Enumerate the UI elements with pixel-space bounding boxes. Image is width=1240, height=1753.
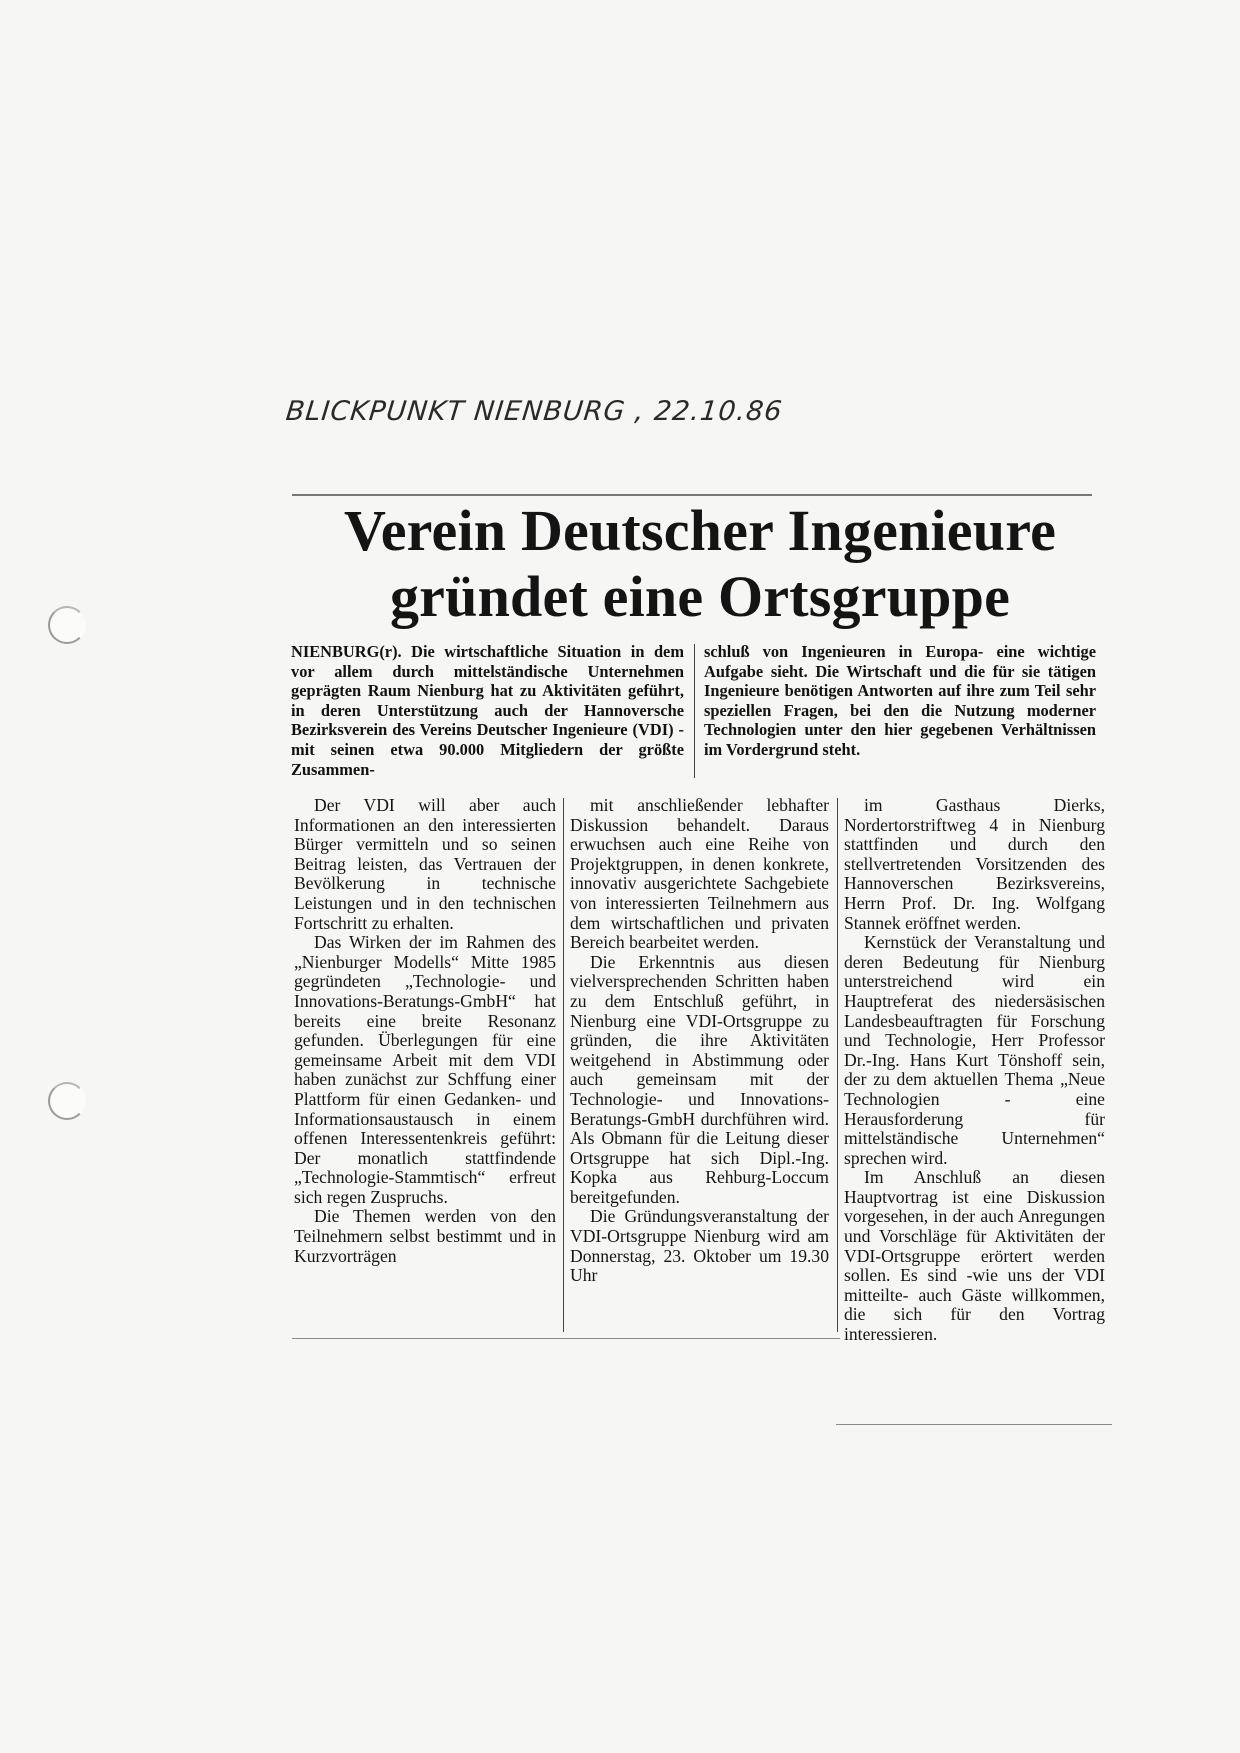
column-1-paragraph: Die Themen werden von den Teilnehmern selbst bestimmt und in Kurzvorträgen <box>294 1206 556 1266</box>
column-2-paragraph: mit anschließender lebhafter Diskussion behandelt. Daraus erwuchsen auch eine Reihe von Projektgruppen, in denen konkrete, innovativ ausgerichtete Sachgebiete von interessierten Teilnehmern aus dem wirtschaftlichen und privaten Bereich bearbeitet werden. <box>570 795 829 953</box>
lead-column-divider <box>694 644 695 778</box>
clipping-bottom-edge-right <box>836 1424 1112 1425</box>
clipping-top-rule <box>292 494 1092 496</box>
headline-line-1: Verein Deutscher Ingenieure <box>343 498 1057 563</box>
punch-hole-upper <box>48 606 86 644</box>
column-2-paragraph: Die Erkenntnis aus diesen vielversprechenden Schritten haben zu dem Entschluß geführt, in Nienburg eine VDI-Ortsgruppe zu gründen, die ihre Aktivitäten weitgehend in Abstimmung oder auch gemeinsam mit der Technologie- und Innovations-Beratungs-GmbH durchführen wird. Als Obmann für die Leitung dieser Ortsgruppe hat sich Dipl.-Ing. Kopka aus Rehburg-Loccum bereitgefunden. <box>570 951 829 1207</box>
lead-paragraph-right: schluß von Ingenieuren in Europa- eine wichtige Aufgabe sieht. Die Wirtschaft und die für sie tätigen Ingenieure benötigen Antworten auf ihre zum Teil sehr speziellen Fragen, bei den die Nutzung moderner Technologien unter den hier gegebenen Verhältnissen im Vordergrund steht. <box>704 642 1096 759</box>
column-3-paragraph: Kernstück der Veranstaltung und deren Bedeutung für Nienburg unterstreichend wird ein Hauptreferat des niedersäsischen Landesbeauftragten für Forschung und Technologie, Herr Professor Dr.-Ing. Hans Kurt Tönshoff sein, der zu dem aktuellen Thema „Neue Technologien - eine Herausforderung für mittelständische Unternehmen“ sprechen wird. <box>844 932 1105 1168</box>
column-2-paragraph: Die Gründungsveranstaltung der VDI-Ortsgruppe Nienburg wird am Donnerstag, 23. Oktober um 19.30 Uhr <box>570 1206 829 1286</box>
punch-hole-lower <box>48 1082 86 1120</box>
column-1-paragraph: Das Wirken der im Rahmen des „Nienburger Modells“ Mitte 1985 gegründeten „Technologie- und Innovations-Beratungs-GmbH“ hat bereits eine breite Resonanz gefunden. Überlegungen für eine gemeinsame Arbeit mit dem VDI haben zunächst zur Schffung einer Plattform für einen Gedanken- und Informationsaustausch in einem offenen Interessentenkreis geführt: Der monatlich stattfindende „Technologie-Stammtisch“ erfreut sich regen Zuspruchs. <box>294 932 556 1207</box>
handwritten-source-note: BLICKPUNKT NIENBURG , 22.10.86 <box>284 396 785 427</box>
column-divider-2 <box>837 798 838 1332</box>
column-3-paragraph: im Gasthaus Dierks, Nordertorstriftweg 4 in Nienburg stattfinden und durch den stellvertretenden Vorsitzenden des Hannoverschen Bezirksvereins, Herrn Prof. Dr. Ing. Wolfgang Stannek eröffnet werden. <box>844 795 1105 933</box>
headline <box>290 498 1110 630</box>
clipping-bottom-edge-left <box>292 1338 840 1339</box>
article-column-1 <box>294 796 556 1266</box>
lead-paragraph-left: NIENBURG(r). Die wirtschaftliche Situation in dem vor allem durch mittelständische Unternehmen geprägten Raum Nienburg hat zu Aktivitäten geführt, in deren Unterstützung auch der Hannoversche Bezirksverein des Vereins Deutscher Ingenieure (VDI) -mit seinen etwa 90.000 Mitgliedern der größte Zusammen- <box>291 642 684 779</box>
column-1-paragraph: Der VDI will aber auch Informationen an den interessierten Bürger vermitteln und so seinen Beitrag leisten, das Vertrauen der Bevölkerung in technische Leistungen und in den technischen Fortschritt zu erhalten. <box>294 795 556 933</box>
headline-line-2: gründet eine Ortsgruppe <box>389 564 1011 629</box>
article-column-2 <box>570 796 829 1286</box>
column-3-paragraph: Im Anschluß an diesen Hauptvortrag ist eine Diskussion vorgesehen, in der auch Anregungen und Vorschläge für Aktivitäten der VDI-Ortsgruppe erörtert werden sollen. Es sind -wie uns der VDI mitteilte- auch Gäste willkommen, die sich für den Vortrag interessieren. <box>844 1167 1105 1345</box>
article-column-3 <box>844 796 1105 1345</box>
column-divider-1 <box>563 798 564 1332</box>
